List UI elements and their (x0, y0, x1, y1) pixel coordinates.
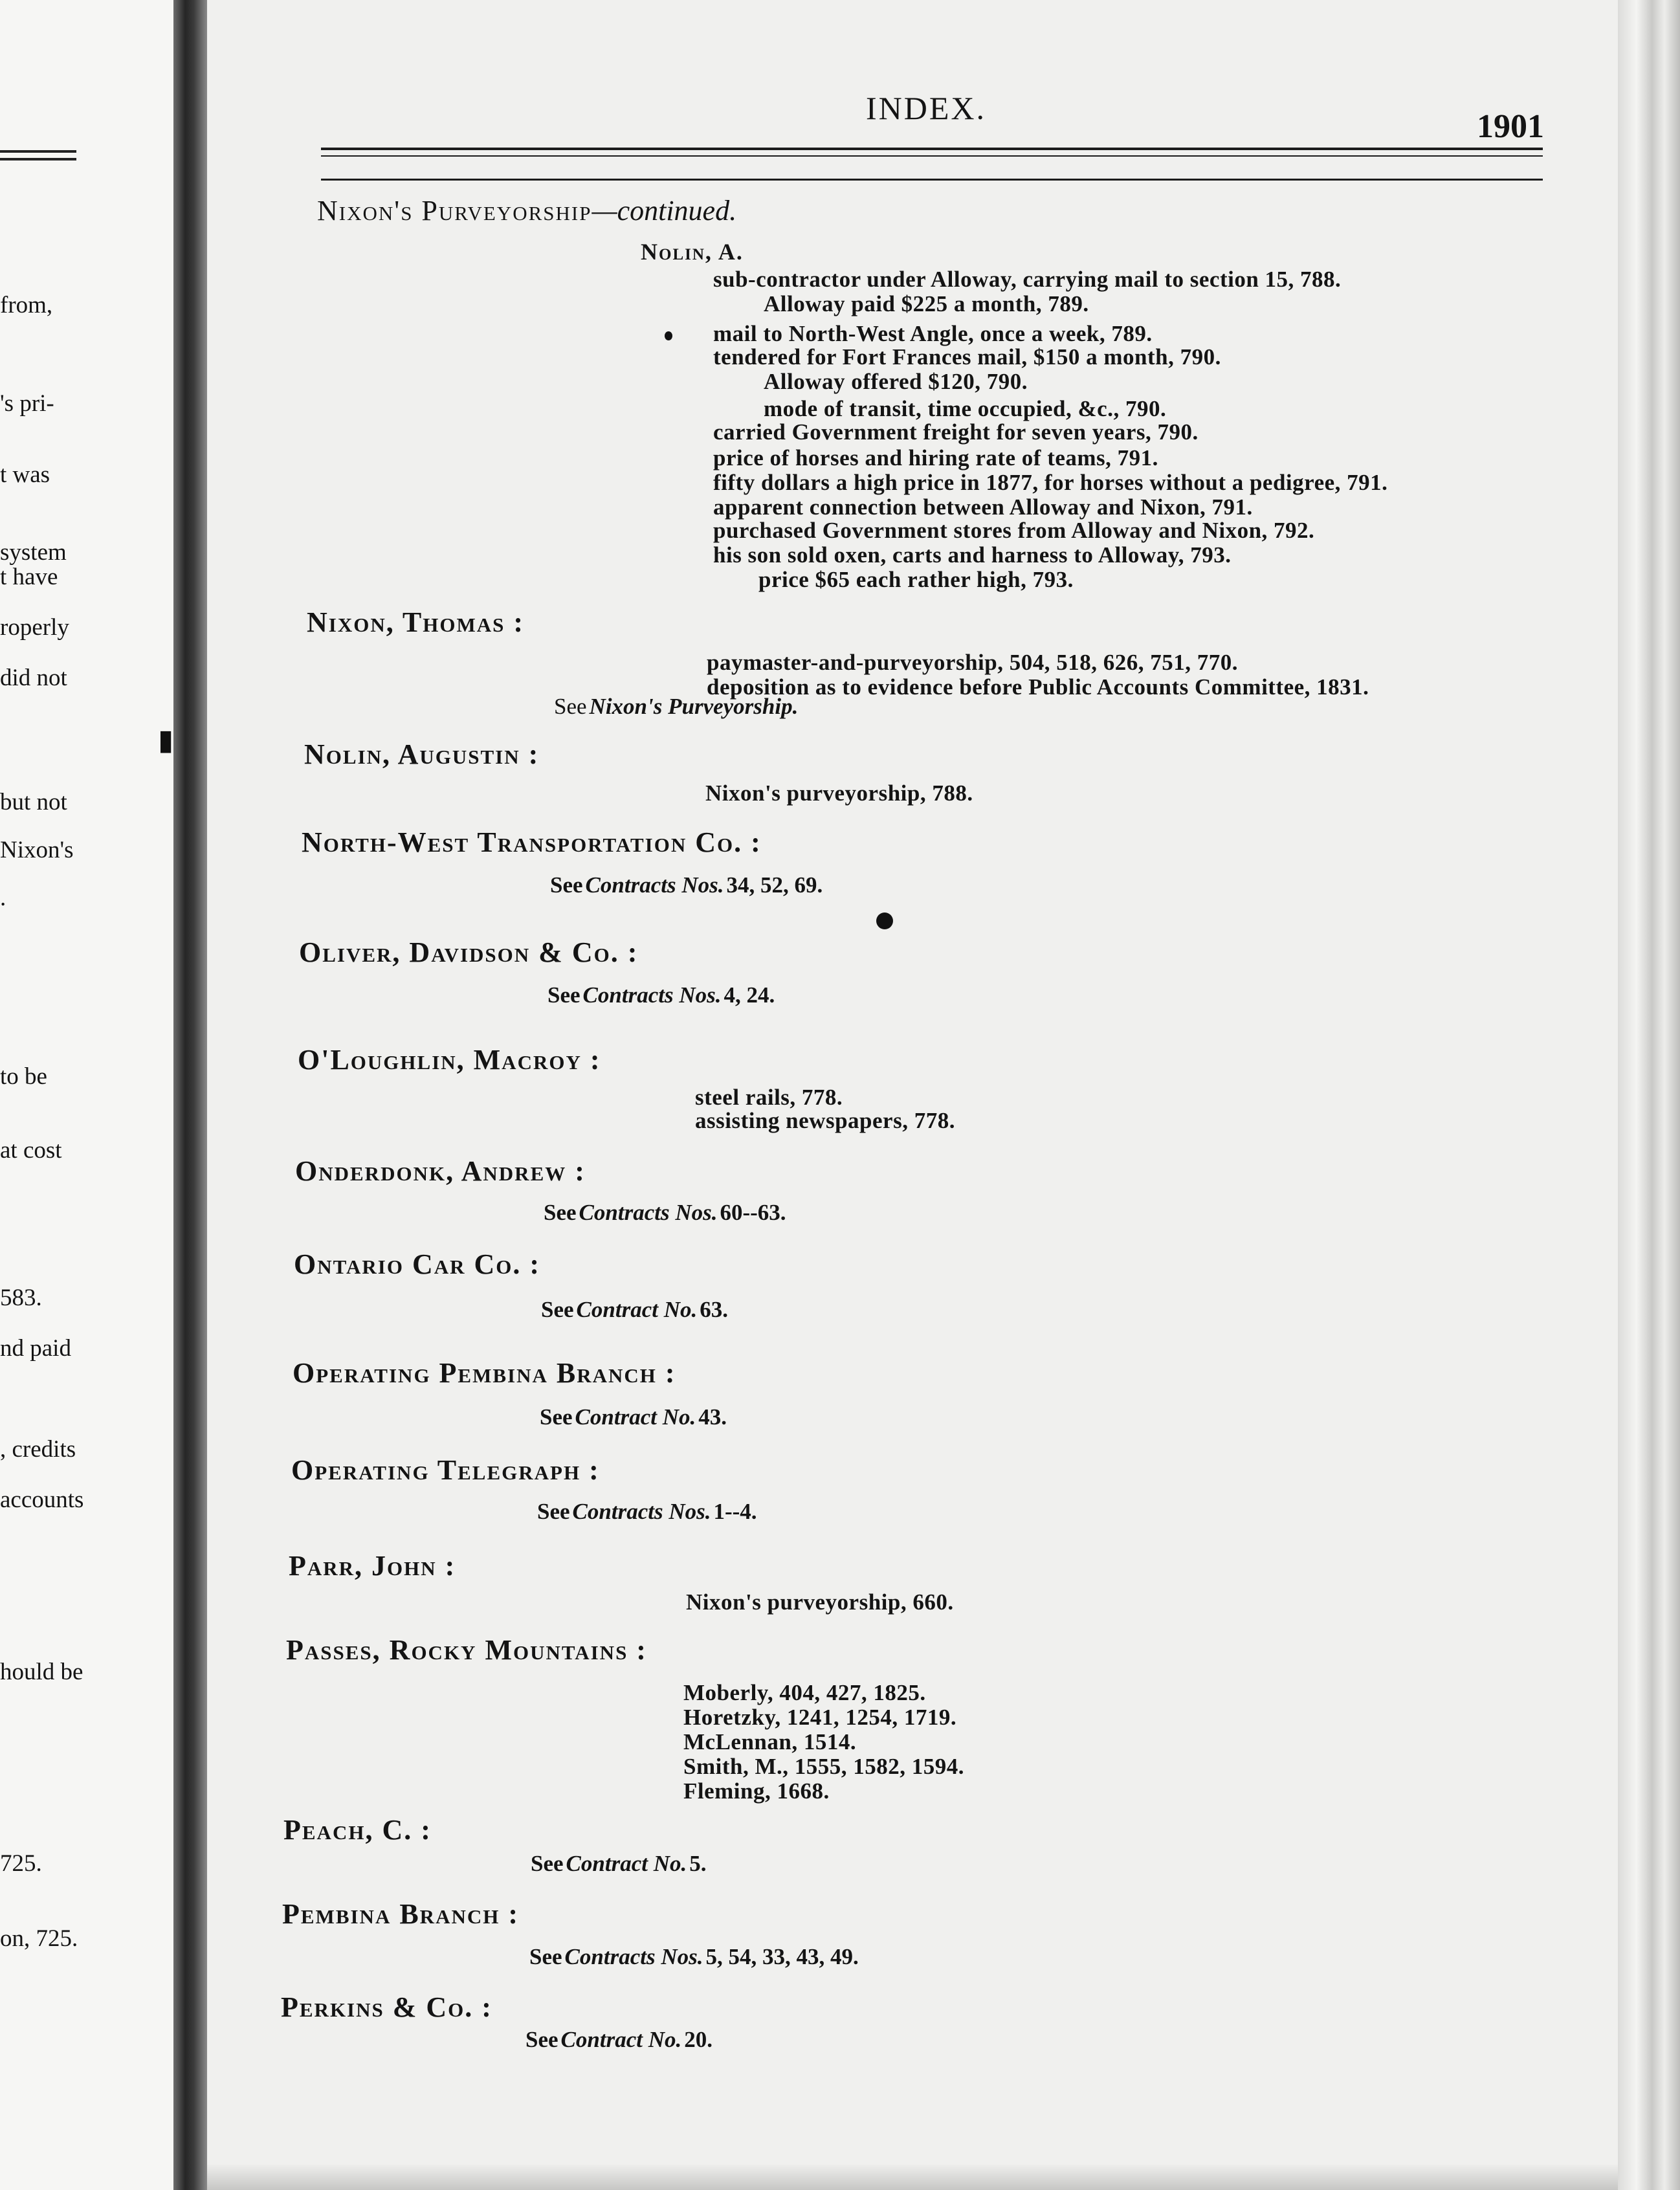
index-line: steel rails, 778. (695, 1085, 843, 1110)
see-contracts: See Contracts Nos. 5, 54, 33, 43, 49. (529, 1944, 859, 1969)
see-contracts: See Contracts Nos. 4, 24. (547, 982, 775, 1008)
index-line: Horetzky, 1241, 1254, 1719. (683, 1705, 957, 1730)
heading-peach-c: Peach, C. : (283, 1814, 432, 1846)
heading-oliver-davidson: Oliver, Davidson & Co. : (299, 936, 639, 968)
index-line: carried Government freight for seven years, 790. (713, 419, 1199, 445)
see-contract: See Contract No. 43. (540, 1404, 727, 1430)
index-line: Smith, M., 1555, 1582, 1594. (683, 1754, 964, 1779)
left-page-line: on, 725. (0, 1925, 78, 1952)
left-page-line: roperly (0, 614, 69, 641)
gutter-mark: ▮ (158, 724, 174, 756)
header-rule-bottom (321, 179, 1543, 181)
index-line: his son sold oxen, carts and harness to Alloway, 793. (713, 542, 1232, 568)
heading-parr-john: Parr, John : (289, 1550, 456, 1582)
left-page-line: t have (0, 564, 58, 590)
heading-ontario-car: Ontario Car Co. : (294, 1248, 541, 1280)
continued-heading (317, 194, 736, 227)
left-page-rule (0, 150, 76, 153)
index-line: Nixon's purveyorship, 660. (686, 1589, 954, 1615)
index-line: assisting newspapers, 778. (695, 1108, 955, 1133)
heading-perkins-co: Perkins & Co. : (281, 1991, 492, 2023)
ink-speck (665, 331, 672, 340)
left-page-line: 725. (0, 1850, 42, 1877)
book-spine (173, 0, 207, 2190)
left-page-line: 's pri- (0, 390, 54, 417)
index-line: tendered for Fort Frances mail, $150 a month, 790. (713, 344, 1221, 370)
heading-operating-pembina-branch: Operating Pembina Branch : (293, 1357, 676, 1389)
index-line: purchased Government stores from Alloway and Nixon, 792. (713, 518, 1315, 543)
left-page-line: at cost (0, 1137, 62, 1164)
page-number: 1901 (1477, 108, 1544, 145)
continued-heading-suffix: —continued. (591, 195, 737, 227)
heading-operating-telegraph: Operating Telegraph : (291, 1454, 600, 1486)
left-page-line: hould be (0, 1659, 83, 1685)
index-line: apparent connection between Alloway and Nixon, 791. (713, 494, 1253, 520)
left-page-line: . (0, 885, 6, 911)
see-contracts: See Contracts Nos. 1--4. (537, 1499, 757, 1524)
index-line: Nixon's purveyorship, 788. (705, 780, 973, 806)
page-edge (1618, 0, 1680, 2190)
left-page-line: accounts (0, 1487, 84, 1513)
left-page-line: t was (0, 461, 50, 488)
see-contracts: See Contracts Nos. 60--63. (544, 1200, 786, 1225)
left-page-rule (0, 158, 76, 160)
header-rule-top (321, 148, 1543, 150)
index-line: mail to North-West Angle, once a week, 789. (713, 321, 1153, 346)
index-line: Alloway paid $225 a month, 789. (764, 291, 1089, 316)
subheading-nolin-a: Nolin, A. (641, 239, 744, 265)
heading-north-west-transportation: North-West Transportation Co. : (302, 826, 762, 858)
left-page-line: system (0, 539, 67, 566)
page-bottom-shadow (207, 2165, 1618, 2190)
heading-passes-rocky-mountains: Passes, Rocky Mountains : (286, 1634, 647, 1666)
page-title: INDEX. (866, 90, 987, 126)
index-line: paymaster-and-purveyorship, 504, 518, 626, 751, 770. (707, 650, 1238, 675)
heading-nixon-thomas: Nixon, Thomas : (307, 606, 525, 638)
index-line: Fleming, 1668. (683, 1778, 830, 1804)
index-line: Alloway offered $120, 790. (764, 369, 1028, 394)
left-page-line: from, (0, 292, 53, 318)
heading-oloughlin-macroy: O'Loughlin, Macroy : (298, 1044, 601, 1076)
see-label: See (554, 694, 587, 719)
see-contract: See Contract No. 63. (541, 1297, 728, 1322)
see-also-nixon (554, 694, 798, 720)
left-page-line: Nixon's (0, 837, 74, 863)
left-page-line: to be (0, 1063, 47, 1090)
index-line: sub-contractor under Alloway, carrying mail to section 15, 788. (713, 267, 1342, 292)
index-line: price $65 each rather high, 793. (758, 567, 1074, 592)
continued-heading-name: Nixon's Purveyorship (317, 195, 592, 227)
heading-onderdonk-andrew: Onderdonk, Andrew : (295, 1155, 586, 1187)
index-line: McLennan, 1514. (683, 1729, 857, 1754)
see-contract: See Contract No. 5. (531, 1851, 707, 1876)
left-facing-page (0, 0, 188, 2190)
left-page-line: nd paid (0, 1335, 71, 1362)
left-page-line: did not (0, 665, 67, 691)
index-line: price of horses and hiring rate of teams, 791. (713, 445, 1158, 470)
heading-nolin-augustin: Nolin, Augustin : (304, 738, 540, 770)
header-rule-mid (321, 155, 1543, 157)
index-line: mode of transit, time occupied, &c., 790. (764, 396, 1167, 421)
index-line: Moberly, 404, 427, 1825. (683, 1680, 926, 1705)
see-contract: See Contract No. 20. (525, 2027, 713, 2052)
heading-pembina-branch: Pembina Branch : (282, 1898, 519, 1930)
index-line: fifty dollars a high price in 1877, for horses without a pedigree, 791. (713, 470, 1388, 495)
index-line: deposition as to evidence before Public Accounts Committee, 1831. (707, 674, 1369, 700)
left-page-line: but not (0, 789, 67, 815)
see-contracts: See Contracts Nos. 34, 52, 69. (550, 872, 823, 898)
left-page-line: 583. (0, 1285, 42, 1311)
ink-blot (876, 912, 893, 929)
left-page-line: , credits (0, 1436, 76, 1463)
see-reference: Nixon's Purveyorship. (589, 694, 799, 719)
